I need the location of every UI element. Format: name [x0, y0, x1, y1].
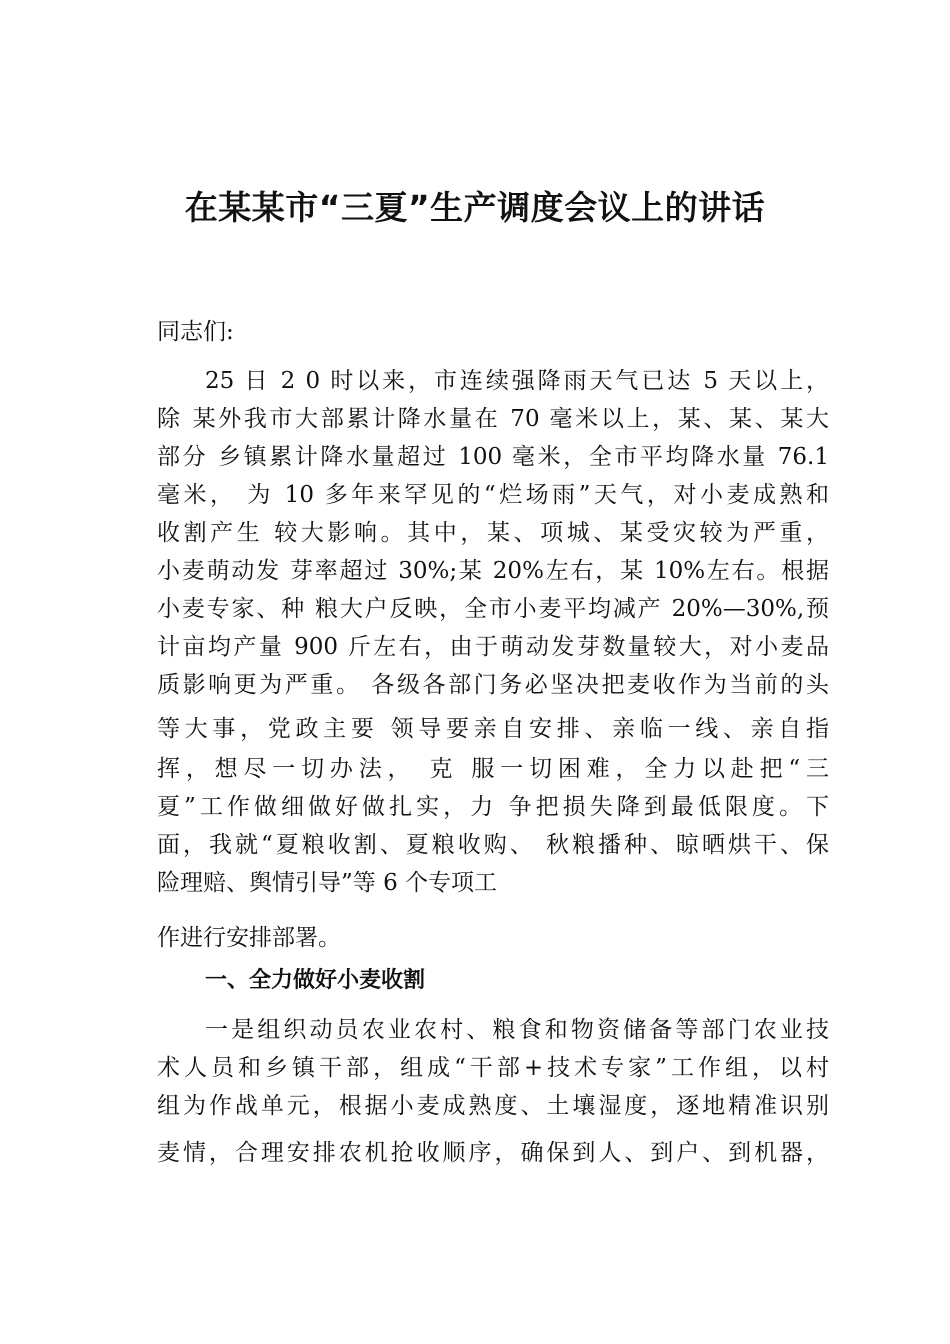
- paragraph-line: 险理赔、舆情引导”等 6 个专项工: [157, 870, 498, 896]
- paragraph-line: 麦情，合理安排农机抢收顺序，确保到人、到户、到机器，: [157, 1140, 829, 1166]
- paragraph-line: 部分 乡镇累计降水量超过 100 毫米，全市平均降水量 76.1: [157, 444, 829, 470]
- paragraph-line: 小麦萌动发 芽率超过 30%;某 20%左右，某 10%左右。根据: [157, 558, 829, 584]
- paragraph-line: 收割产生 较大影响。其中，某、项城、某受灾较为严重，: [157, 520, 829, 546]
- paragraph-line: 小麦专家、种 粮大户反映，全市小麦平均减产 20%—30%,预: [157, 596, 829, 622]
- document-title: 在某某市“三夏”生产调度会议上的讲话: [184, 188, 766, 227]
- paragraph-line: 术人员和乡镇干部，组成“干部+技术专家”工作组，以村: [157, 1055, 829, 1081]
- paragraph-line: 除 某外我市大部累计降水量在 70 毫米以上，某、某、某大: [157, 406, 829, 432]
- paragraph-line: 面，我就“夏粮收割、夏粮收购、 秋粮播种、晾晒烘干、保: [157, 832, 829, 858]
- section-heading: 一、全力做好小麦收割: [205, 968, 426, 993]
- paragraph-line: 等大事，党政主要 领导要亲自安排、亲临一线、亲自指: [157, 716, 829, 742]
- paragraph-line: 作进行安排部署。: [157, 925, 341, 951]
- paragraph-line: 挥，想尽一切办法， 克 服一切困难，全力以赴把“三: [157, 756, 829, 782]
- paragraph-line: 夏”工作做细做好做扎实，力 争把损失降到最低限度。下: [157, 794, 829, 820]
- paragraph-line: 25 日 2 0 时以来，市连续强降雨天气已达 5 天以上，: [205, 368, 829, 394]
- paragraph-line: 组为作战单元，根据小麦成熟度、土壤湿度，逐地精准识别: [157, 1093, 829, 1119]
- paragraph-line: 计亩均产量 900 斤左右，由于萌动发芽数量较大，对小麦品: [157, 634, 829, 660]
- paragraph-line: 毫米， 为 10 多年来罕见的“烂场雨”天气，对小麦成熟和: [157, 482, 829, 508]
- paragraph-line: 质影响更为严重。 各级各部门务必坚决把麦收作为当前的头: [157, 672, 829, 698]
- salutation: 同志们:: [157, 319, 234, 345]
- paragraph-line: 一是组织动员农业农村、粮食和物资储备等部门农业技: [205, 1017, 829, 1043]
